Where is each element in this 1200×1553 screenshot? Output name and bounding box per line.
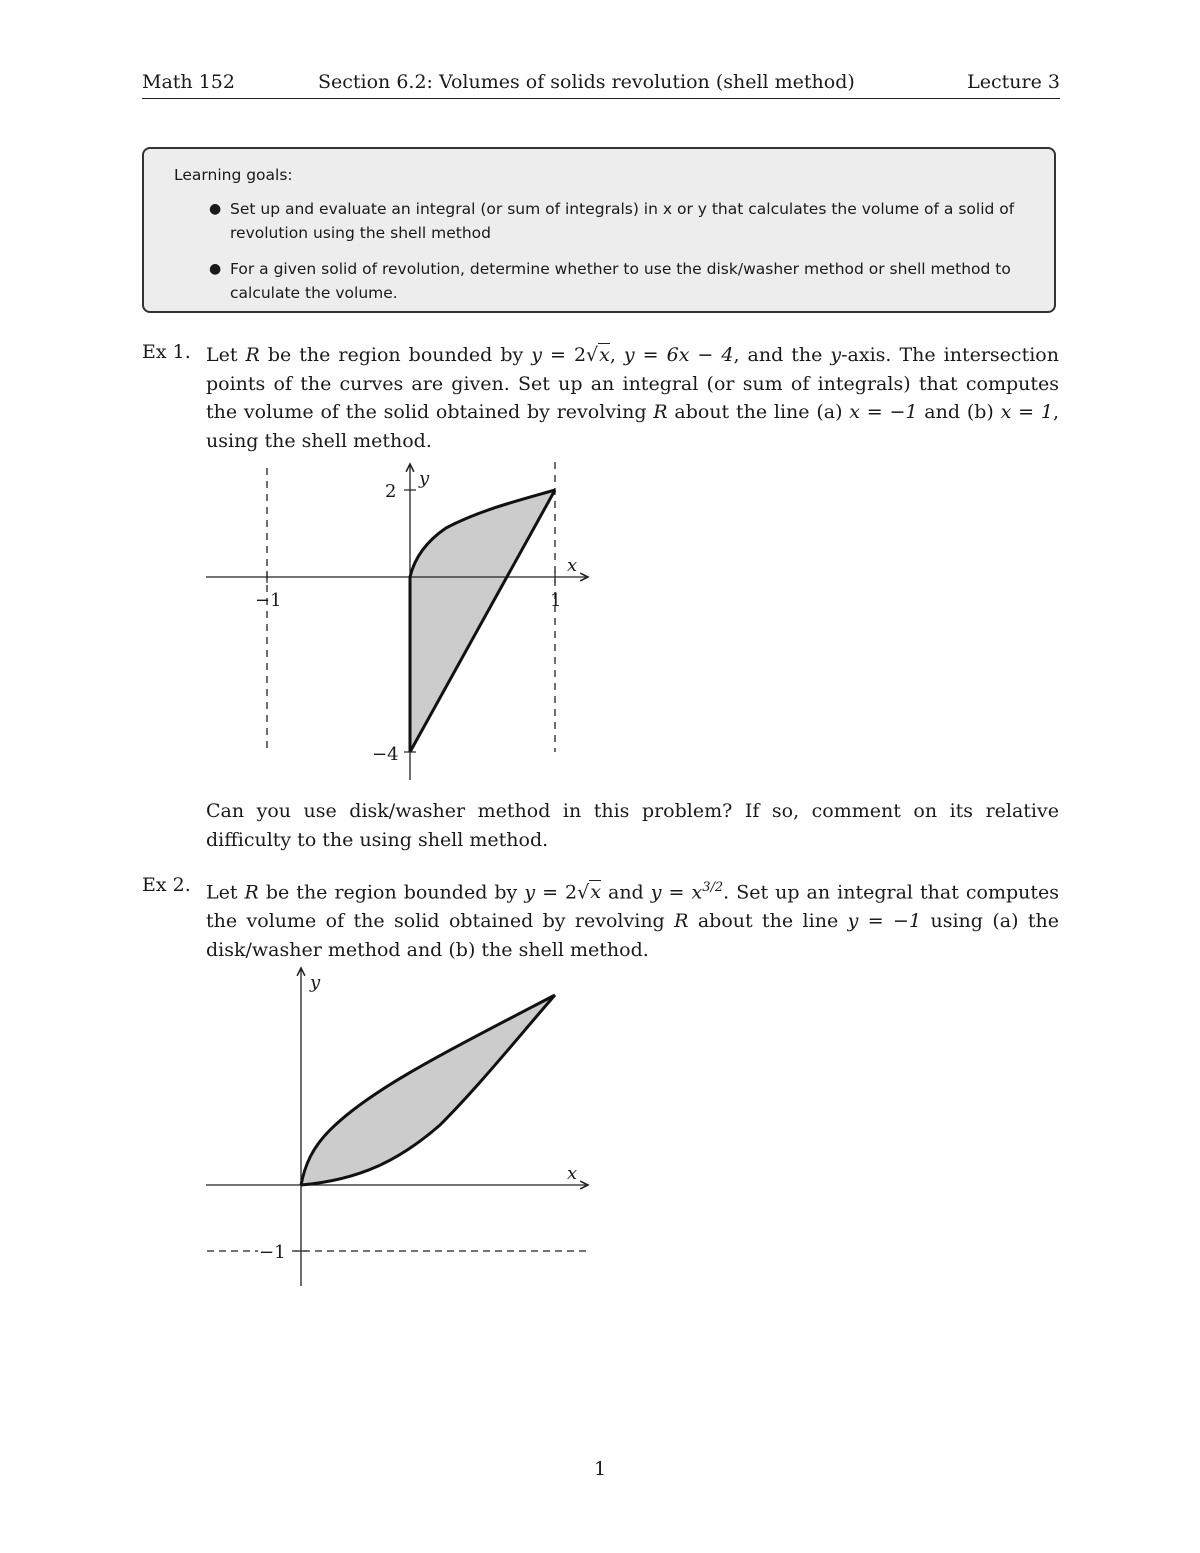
example-2-label: Ex 2. <box>142 874 191 896</box>
learning-goals-title: Learning goals: <box>174 166 293 184</box>
goal-item <box>209 197 1030 245</box>
page-header <box>142 70 1060 99</box>
axis-label-x: x <box>567 555 578 576</box>
goal-text: Set up and evaluate an integral (or sum of integrals) in x or y that calculates the volume of a solid of revolution using the shell method <box>230 200 1015 242</box>
axis-label-y: y <box>419 468 430 489</box>
lecture-number: Lecture 3 <box>967 71 1060 93</box>
example-1-graph <box>200 458 600 788</box>
bullet-icon: ● <box>209 261 222 277</box>
course-name: Math 152 <box>142 71 235 93</box>
example-1-question: Can you use disk/washer method in this problem? If so, comment on its relative difficulty to the using shell method. <box>206 800 1059 851</box>
axis-label-y: y <box>310 972 321 993</box>
tick-label: −1 <box>255 590 282 611</box>
goal-text: For a given solid of revolution, determine whether to use the disk/washer method or shell method to calculate the volume. <box>230 260 1011 302</box>
tick-label: 2 <box>385 481 397 502</box>
goal-item <box>209 257 1030 305</box>
shaded-region <box>301 995 555 1185</box>
tick-label: 1 <box>550 590 562 611</box>
bullet-icon: ● <box>209 201 222 217</box>
section-title: Section 6.2: Volumes of solids revolution (shell method) <box>318 71 855 93</box>
example-1-label: Ex 1. <box>142 341 191 363</box>
example-2-graph <box>200 960 600 1290</box>
example-2-text: Let R be the region bounded by y = 2√x and $y = x^{3/2}$. Set up an integral that computes the volume of the solid obtained by revolving R about the line y = −1 using (a) the disk/washer method and (b) the shell method. <box>206 880 1060 961</box>
learning-goals-box <box>142 147 1056 313</box>
axis-label-x: x <box>567 1163 578 1184</box>
example-1-text: Let R be the region bounded by y = 2√x, y = 6x − 4, and the y-axis. The intersection points of the curves are given. Set up an integral (or sum of integrals) that computes the volume of the solid obtained by revolving R about the line (a) x = −1 and (b) x = 1, using the shell method. <box>206 344 1059 453</box>
tick-label: −1 <box>259 1242 286 1263</box>
tick-label: −4 <box>372 744 399 765</box>
page-number: 1 <box>593 1458 607 1480</box>
